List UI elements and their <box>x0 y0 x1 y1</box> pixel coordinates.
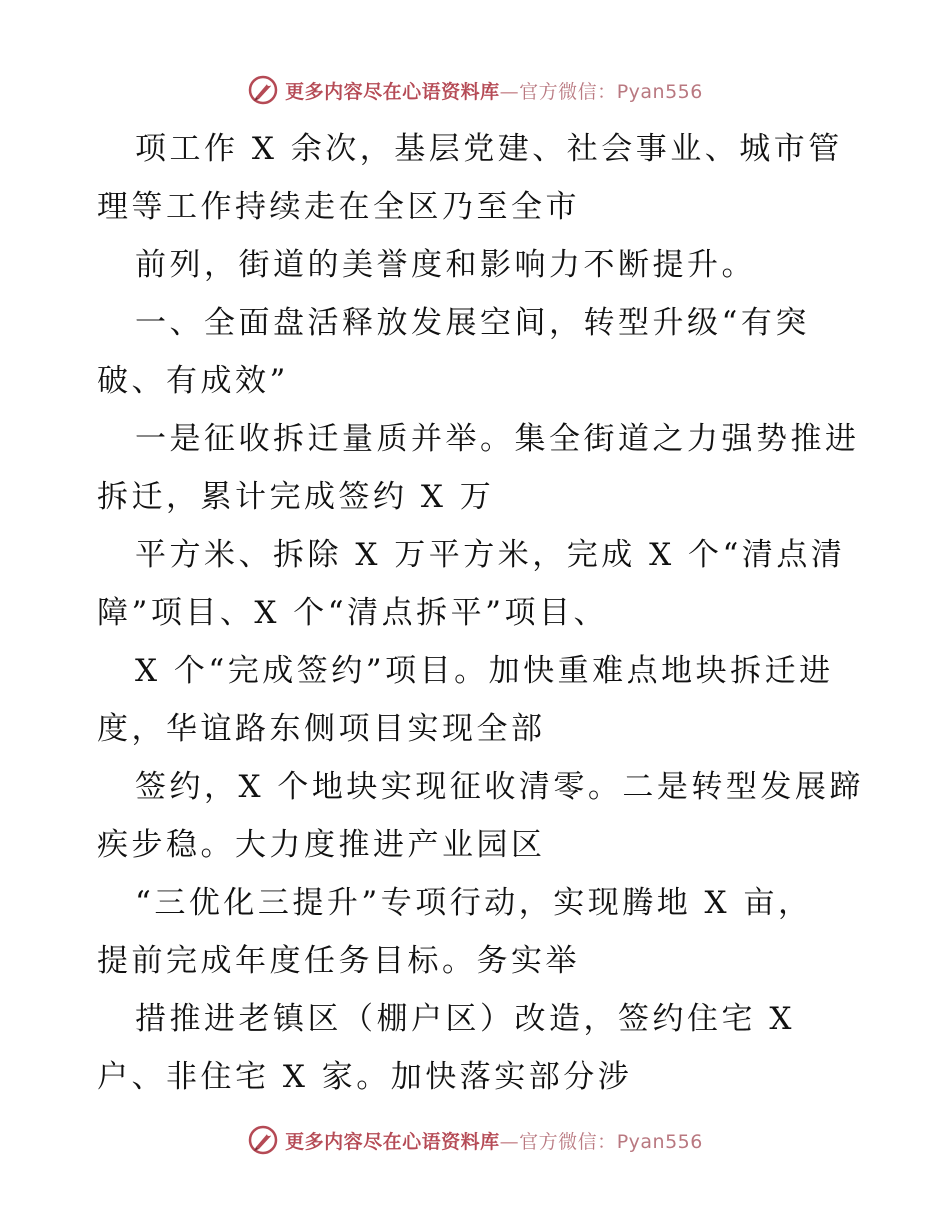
body-line: 度，华谊路东侧项目实现全部 <box>97 711 546 747</box>
body-line: 平方米、拆除 X 万平方米，完成 X 个“清点清 <box>135 537 846 573</box>
footer-wechat-id: Pyan556 <box>616 1130 703 1153</box>
document-body <box>97 120 864 1106</box>
body-line: 理等工作持续走在全区乃至全市 <box>97 189 580 225</box>
section-heading-line: 一、全面盘活释放发展空间，转型升级“有突 <box>135 305 810 341</box>
body-line: 措推进老镇区（棚户区）改造，签约住宅 X <box>135 1001 795 1037</box>
section-heading-line: 破、有成效” <box>97 363 289 399</box>
body-line: 项工作 X 余次，基层党建、社会事业、城市管 <box>135 131 843 167</box>
header-banner-text <box>285 77 703 104</box>
body-line: 提前完成年度任务目标。务实举 <box>97 943 580 979</box>
footer-banner <box>0 1120 950 1160</box>
body-line: X 个“完成签约”项目。加快重难点地块拆迁进 <box>135 653 834 689</box>
footer-banner-text <box>285 1127 703 1154</box>
body-line: 障”项目、X 个“清点拆平”项目、 <box>97 595 608 631</box>
pen-logo-icon <box>247 1124 279 1156</box>
header-wechat-label: 官方微信： <box>519 80 617 103</box>
body-line: “三优化三提升”专项行动，实现腾地 X 亩， <box>135 885 813 921</box>
footer-separator: — <box>499 1130 520 1153</box>
header-wechat-id: Pyan556 <box>616 80 703 103</box>
body-line: 前列，街道的美誉度和影响力不断提升。 <box>135 247 756 283</box>
body-line: 一是征收拆迁量质并举。集全街道之力强势推进 <box>135 421 860 457</box>
body-line: 疾步稳。大力度推进产业园区 <box>97 827 546 863</box>
footer-brand-text: 更多内容尽在心语资料库 <box>285 1130 500 1153</box>
header-separator: — <box>499 80 520 103</box>
body-line: 户、非住宅 X 家。加快落实部分涉 <box>97 1059 633 1095</box>
footer-wechat-label: 官方微信： <box>519 1130 617 1153</box>
pen-logo-icon <box>247 74 279 106</box>
header-banner <box>0 70 950 110</box>
body-line: 拆迁，累计完成签约 X 万 <box>97 479 495 515</box>
header-brand-text: 更多内容尽在心语资料库 <box>285 80 500 103</box>
body-line: 签约，X 个地块实现征收清零。二是转型发展蹄 <box>135 769 864 805</box>
